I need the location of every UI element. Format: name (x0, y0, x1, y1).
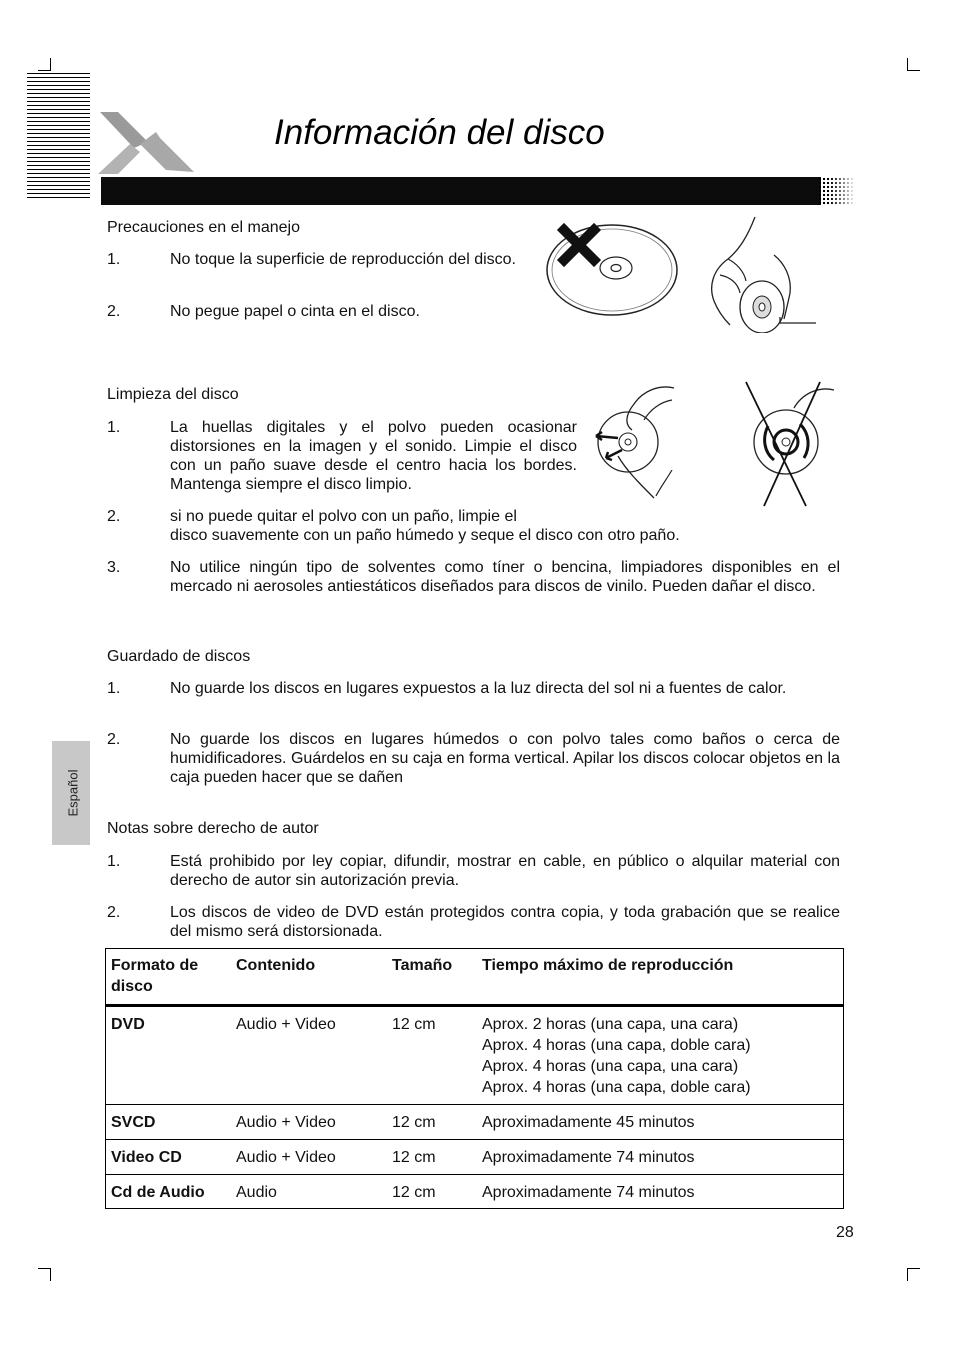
language-tab-label: Español (65, 769, 81, 817)
list-number: 2. (107, 731, 121, 748)
list-number: 2. (107, 508, 121, 525)
crop-mark-top-right (907, 58, 920, 71)
table-cell-content: Audio + Video (230, 1105, 386, 1140)
table-cell-content: Audio (236, 1184, 277, 1201)
section-heading-copyright: Notas sobre derecho de autor (107, 820, 319, 837)
list-number: 1. (107, 680, 121, 697)
crop-mark-bottom-right (907, 1268, 920, 1281)
section-heading-storage: Guardado de discos (107, 648, 251, 665)
crop-mark-bottom-left (38, 1268, 51, 1281)
list-number: 2. (107, 303, 121, 320)
table-cell-time: Aproximadamente 74 minutos (476, 1140, 844, 1175)
table-cell-content: Audio + Video (230, 1140, 386, 1175)
time-line: Aprox. 4 horas (una capa, doble cara) (482, 1079, 751, 1096)
list-item-line: si no puede quitar el polvo con un paño, limpie el (170, 508, 517, 525)
page-title: Información del disco (274, 113, 605, 152)
table-row (105, 1175, 844, 1210)
header-stripes (27, 73, 90, 201)
table-cell-time: Aproximadamente 45 minutos (476, 1105, 844, 1140)
table-cell-format: DVD (105, 1006, 230, 1105)
table-cell-content: Audio + Video (230, 1006, 386, 1105)
hand-holding-disc-illustration (700, 215, 822, 333)
brand-logo (96, 108, 196, 176)
table-cell-size: 12 cm (386, 1140, 476, 1175)
list-item: Los discos de video de DVD están protegidos contra copia, y toda grabación que se realice del mismo será distorsionada. (170, 904, 840, 940)
table-row (105, 1105, 844, 1140)
time-line: Aprox. 4 horas (una capa, doble cara) (482, 1037, 751, 1054)
table-cell-size: 12 cm (386, 1006, 476, 1105)
table-row (105, 1006, 844, 1105)
table-cell-size: 12 cm (392, 1184, 436, 1201)
list-item: La huellas digitales y el polvo pueden ocasionar distorsiones en la imagen y el sonido. Limpie el disco con un paño suave desde el centro hacia los bordes. Mantenga siempre el disco limpio. (170, 419, 577, 493)
time-line: Aprox. 2 horas (una capa, una cara) (482, 1016, 739, 1033)
disc-do-not-touch-illustration (544, 222, 680, 318)
list-number: 1. (107, 419, 121, 436)
list-item: Está prohibido por ley copiar, difundir, mostrar en cable, en público o alquilar material con derecho de autor sin autorización previa. (170, 853, 840, 889)
section-heading-handling: Precauciones en el manejo (107, 219, 301, 236)
crop-mark-top-left (38, 58, 51, 71)
table-header-cell: Tiempo máximo de reproducción (476, 948, 844, 1006)
table-cell-time (476, 1006, 844, 1105)
table-cell-format: Video CD (105, 1140, 230, 1175)
list-item: No toque la superficie de reproducción del disco. (170, 251, 516, 268)
title-banner (101, 177, 821, 205)
list-number: 1. (107, 853, 121, 870)
banner-dots (818, 177, 856, 205)
table-header-cell: Formato de disco (105, 948, 230, 1006)
table-cell-time: Aproximadamente 74 minutos (482, 1184, 695, 1201)
table-header-row (105, 948, 844, 1006)
table-row (105, 1140, 844, 1175)
list-item-line: disco suavemente con un paño húmedo y seque el disco con otro paño. (170, 527, 680, 544)
page-number: 28 (836, 1224, 854, 1241)
list-number: 2. (107, 904, 121, 921)
time-line: Aprox. 4 horas (una capa, una cara) (482, 1058, 739, 1075)
wipe-disc-correct-illustration (588, 380, 680, 502)
table-cell-format: Cd de Audio (111, 1184, 205, 1201)
section-heading-cleaning: Limpieza del disco (107, 386, 239, 403)
table-header-cell: Contenido (230, 948, 386, 1006)
list-number: 1. (107, 251, 121, 268)
table-header-cell: Tamaño (386, 948, 476, 1006)
list-item: No guarde los discos en lugares expuestos a la luz directa del sol ni a fuentes de calor. (170, 680, 787, 697)
table-cell-size: 12 cm (386, 1105, 476, 1140)
list-item (170, 507, 770, 545)
list-item: No pegue papel o cinta en el disco. (170, 303, 420, 320)
disc-format-table (105, 948, 844, 1209)
list-item: No guarde los discos en lugares húmedos o con polvo tales como baños o cerca de humidificadores. Guárdelos en su caja en forma vertical. Apilar los discos colocar objetos en la caja pueden hacer que se dañen (170, 731, 840, 786)
list-number: 3. (107, 559, 121, 576)
wipe-disc-wrong-illustration (744, 380, 838, 508)
list-item: No utilice ningún tipo de solventes como tíner o bencina, limpiadores disponibles en el mercado ni aerosoles antiestáticos diseñados para discos de vinilo. Pueden dañar el disco. (170, 559, 840, 595)
table-cell-format: SVCD (105, 1105, 230, 1140)
